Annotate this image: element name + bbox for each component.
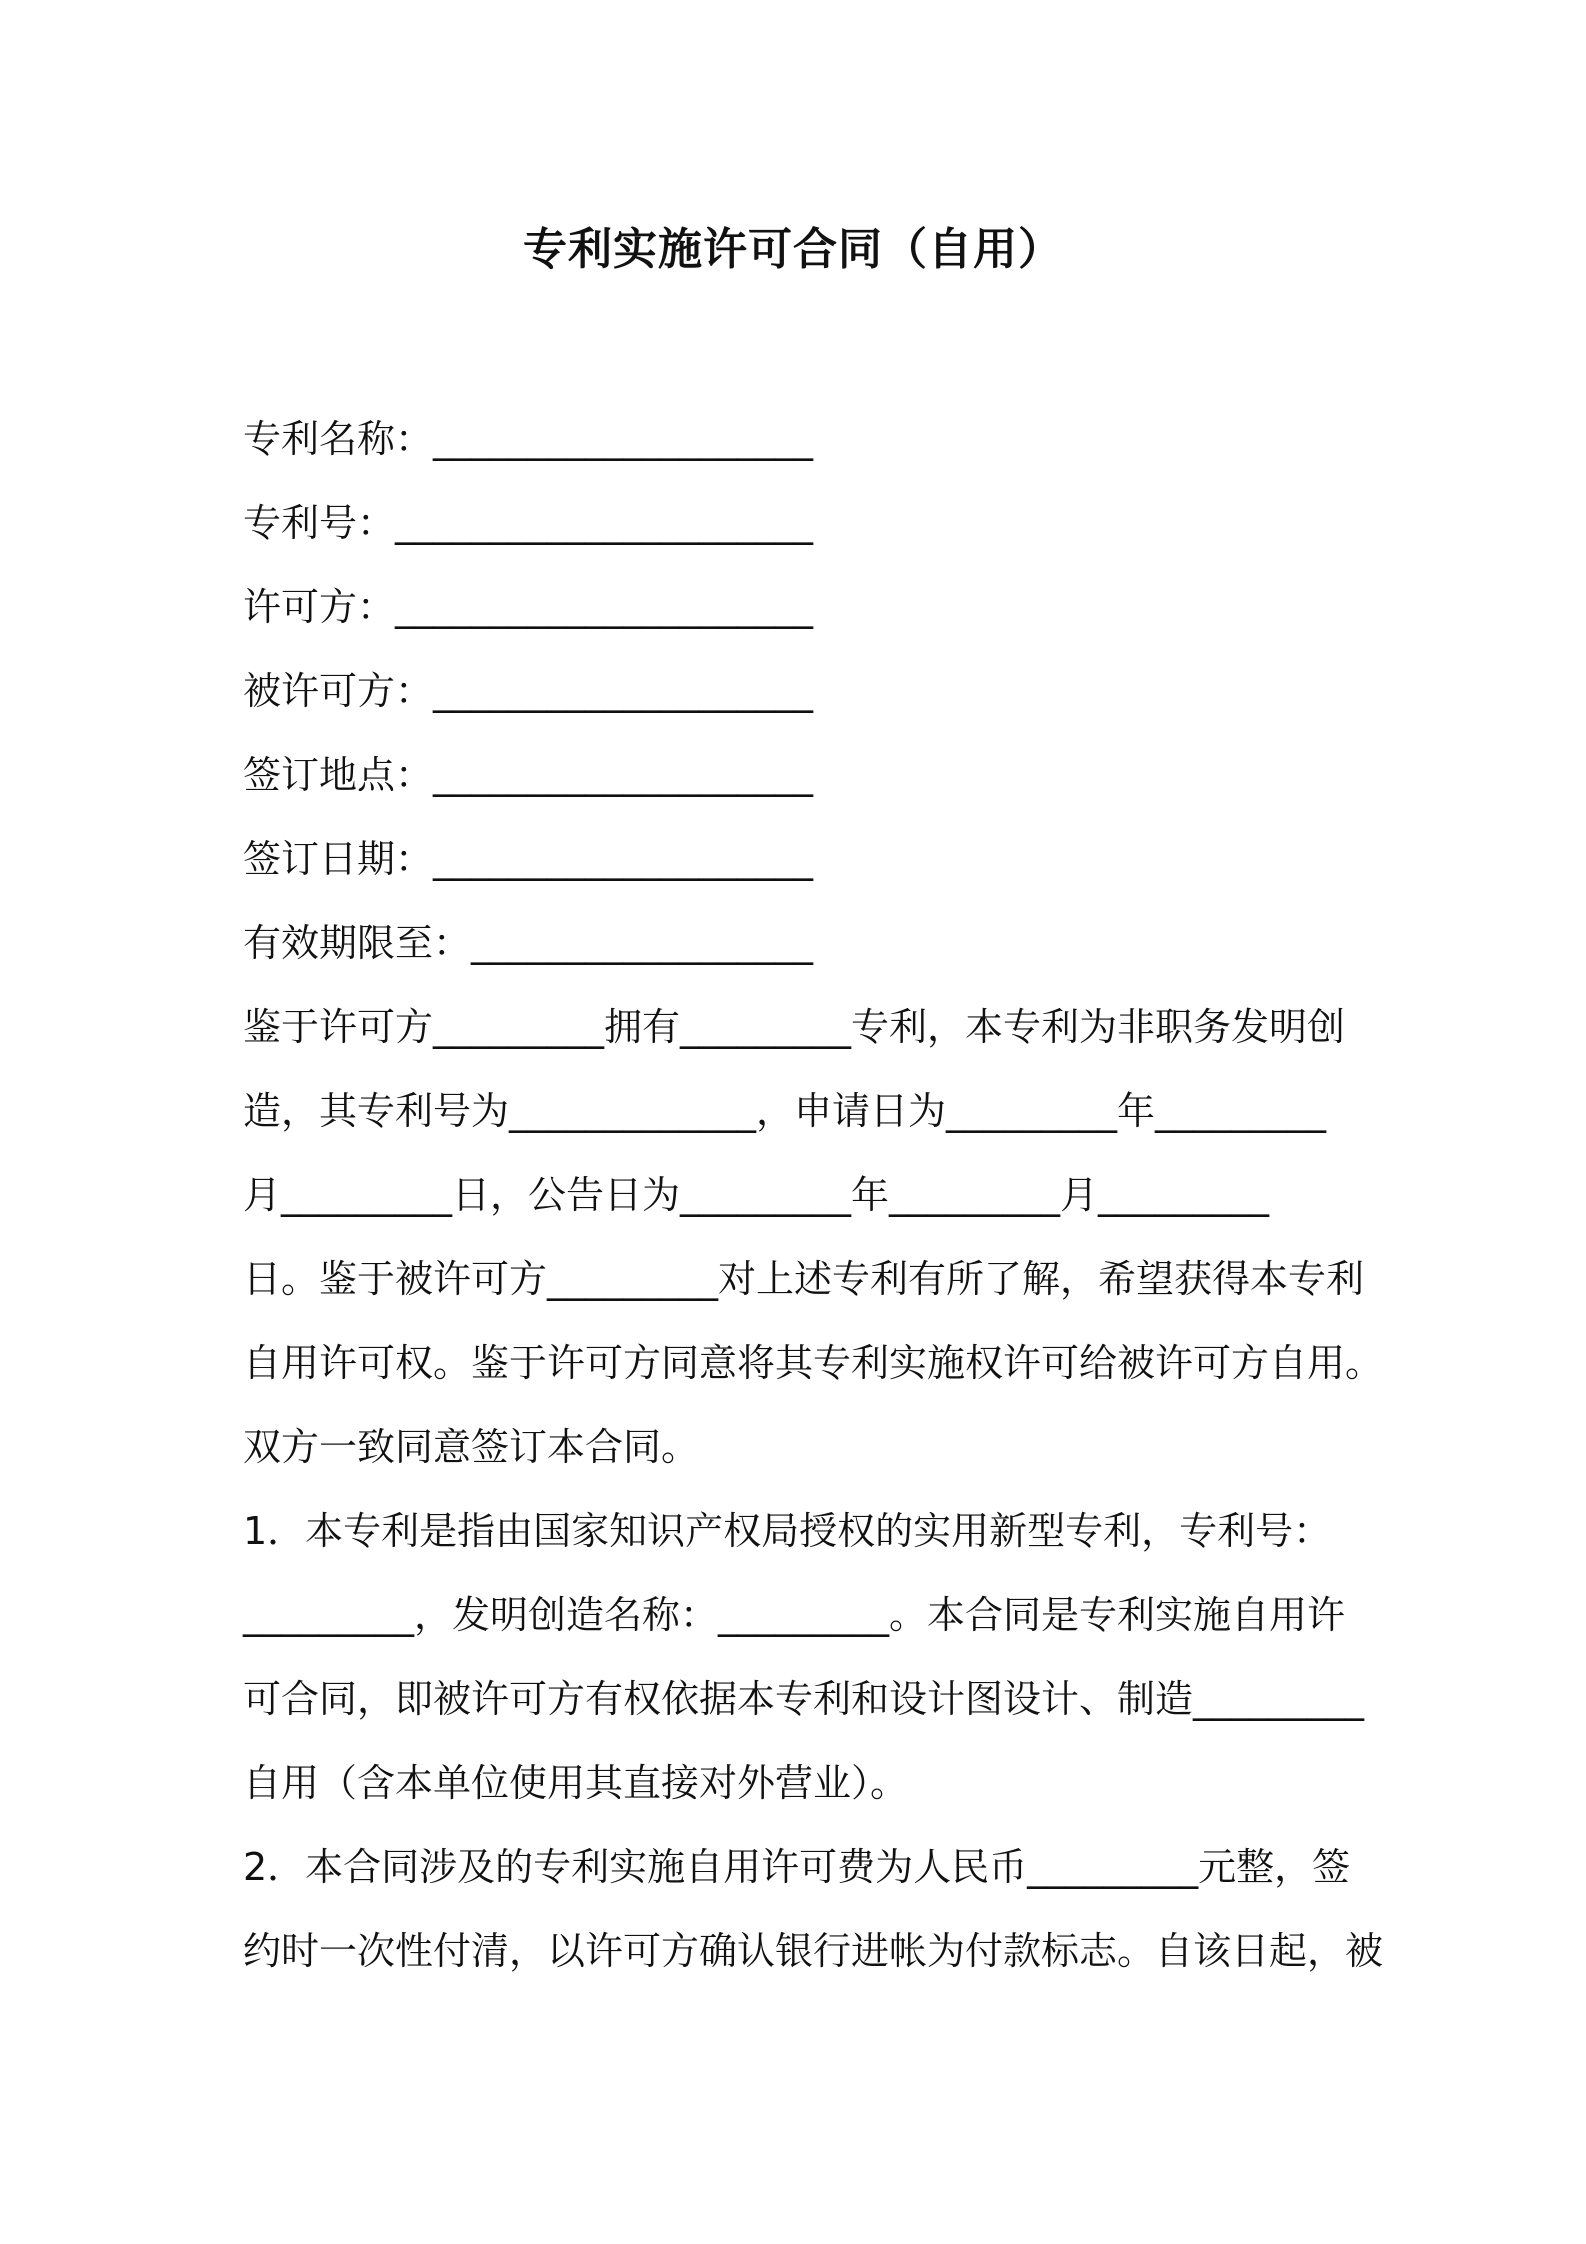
body-line-3: 月_________日，公告日为_________年_________月_________ [243, 1173, 1270, 1217]
clause-2-line-2: 约时一次性付清，以许可方确认银行进帐为付款标志。自该日起，被 [243, 1929, 1384, 1973]
field-signing-date: 签订日期：____________________ [243, 837, 814, 881]
clause-1-line-2: _________，发明创造名称：_________。本合同是专利实施自用许 [243, 1593, 1346, 1637]
body-line-5: 自用许可权。鉴于许可方同意将其专利实施权许可给被许可方自用。 [243, 1341, 1384, 1385]
body-line-6: 双方一致同意签订本合同。 [243, 1425, 700, 1469]
clause-1-line-1: 1．本专利是指由国家知识产权局授权的实用新型专利，专利号： [243, 1509, 1332, 1553]
field-licensee: 被许可方：____________________ [243, 669, 814, 713]
body-line-2: 造，其专利号为_____________，申请日为_________年_________ [243, 1089, 1327, 1133]
clause-1-line-4: 自用（含本单位使用其直接对外营业）。 [243, 1761, 909, 1805]
field-patent-number: 专利号：______________________ [243, 501, 814, 545]
field-signing-place: 签订地点：____________________ [243, 753, 814, 797]
clause-1-line-3: 可合同，即被许可方有权依据本专利和设计图设计、制造_________ [243, 1677, 1365, 1721]
clause-2-line-1: 2．本合同涉及的专利实施自用许可费为人民币_________元整，签 [243, 1845, 1351, 1889]
body-line-1: 鉴于许可方_________拥有_________专利，本专利为非职务发明创 [243, 1005, 1346, 1049]
document-title: 专利实施许可合同（自用） [523, 224, 1063, 275]
field-patent-name: 专利名称：____________________ [243, 417, 814, 461]
field-licensor: 许可方：______________________ [243, 585, 814, 629]
body-line-4: 日。鉴于被许可方_________对上述专利有所了解，希望获得本专利 [243, 1257, 1365, 1301]
field-valid-until: 有效期限至：__________________ [243, 921, 814, 965]
